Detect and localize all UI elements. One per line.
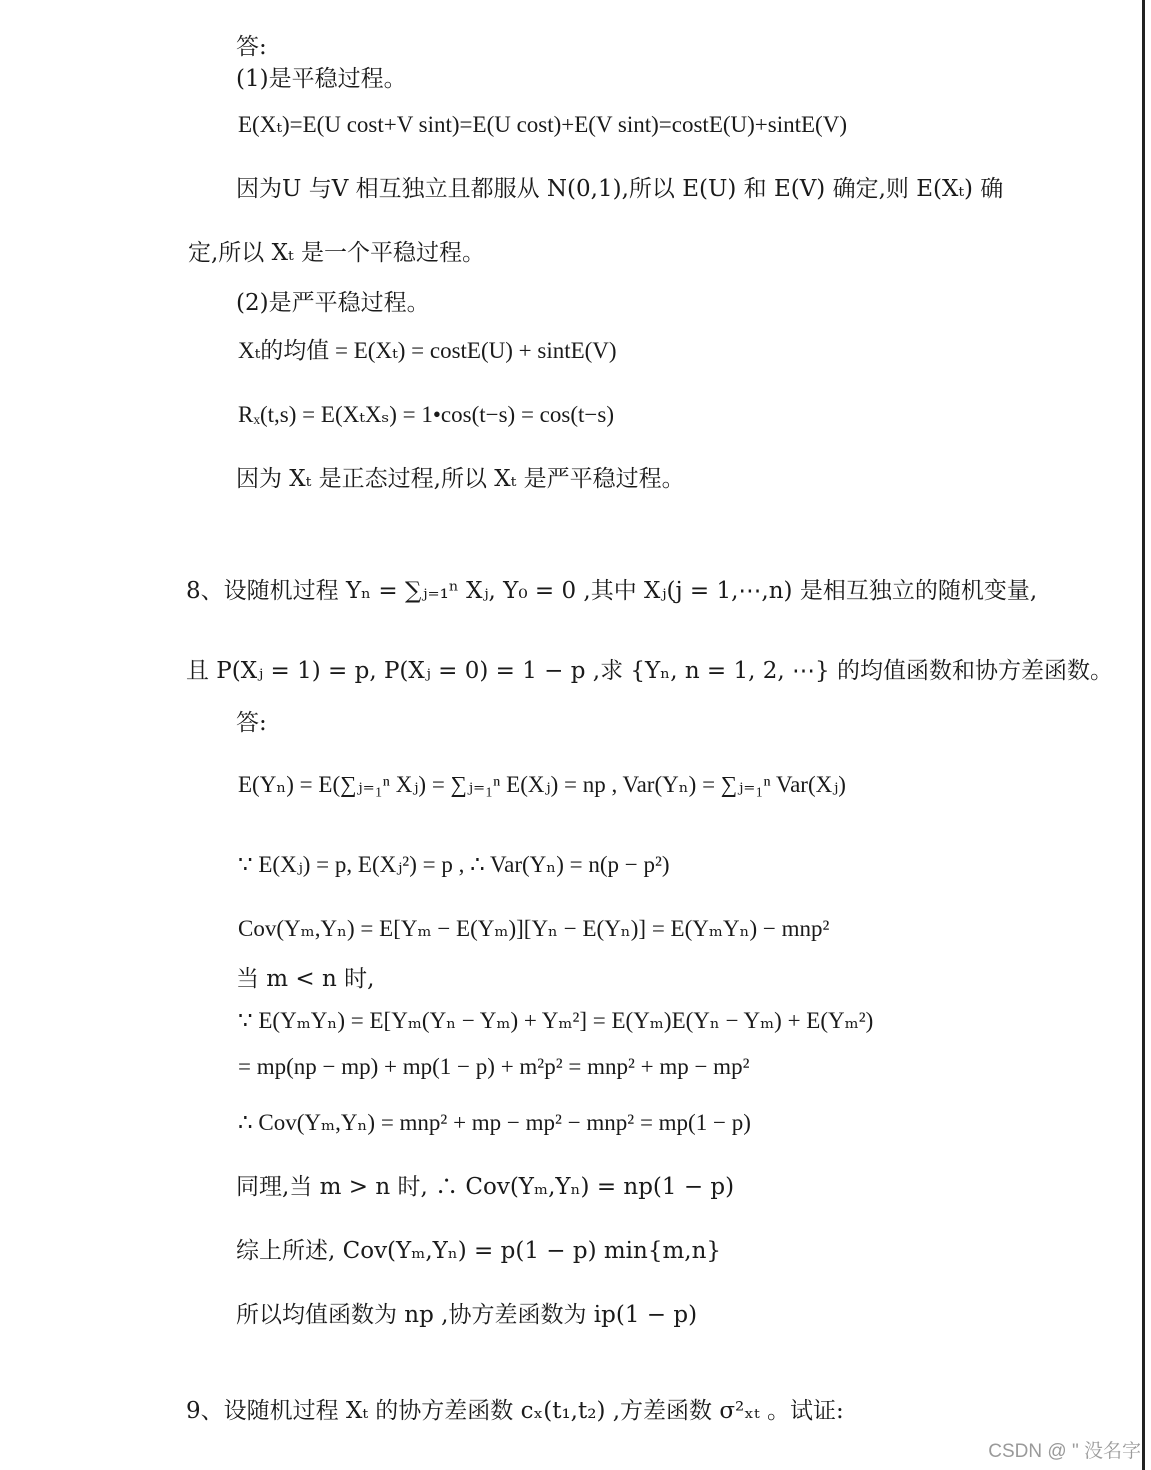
part-2-heading: (2)是严平稳过程。	[236, 290, 430, 316]
equation-expansion: = mp(np − mp) + mp(1 − p) + m²p² = mnp² + mp − mp²	[238, 1054, 750, 1079]
paragraph-final-answer: 所以均值函数为 np ,协方差函数为 ip(1 − p)	[236, 1302, 698, 1328]
answer-label-1: 答:	[236, 34, 267, 60]
equation-mean: Xₜ的均值 = E(Xₜ) = costE(U) + sintE(V)	[238, 338, 617, 363]
answer-label-2: 答:	[236, 710, 267, 736]
equation-e-ymyn: ∵ E(YₘYₙ) = E[Yₘ(Yₙ − Yₘ) + Yₘ²] = E(Yₘ)E(Yₙ − Yₘ) + E(Yₘ²)	[238, 1008, 874, 1033]
paragraph-m-greater-n: 同理,当 m > n 时, ∴ Cov(Yₘ,Yₙ) = np(1 − p)	[236, 1174, 735, 1200]
paragraph-independence: 因为U 与V 相互独立且都服从 N(0,1),所以 E(U) 和 E(V) 确定,则 E(Xₜ) 确	[236, 176, 1004, 202]
equation-mean-variance: E(Yₙ) = E(∑ⱼ₌₁ⁿ Xⱼ) = ∑ⱼ₌₁ⁿ E(Xⱼ) = np , Var(Yₙ) = ∑ⱼ₌₁ⁿ Var(Xⱼ)	[238, 772, 846, 797]
question-9: 9、设随机过程 Xₜ 的协方差函数 cₓ(t₁,t₂) ,方差函数 σ²ₓₜ 。试证:	[186, 1398, 844, 1424]
paragraph-summary: 综上所述, Cov(Yₘ,Yₙ) = p(1 − p) min{m,n}	[236, 1238, 722, 1264]
question-8-line-1: 8、设随机过程 Yₙ = ∑ⱼ₌₁ⁿ Xⱼ, Y₀ = 0 ,其中 Xⱼ(j = 1,⋯,n) 是相互独立的随机变量,	[186, 578, 1038, 604]
equation-var-yn: ∵ E(Xⱼ) = p, E(Xⱼ²) = p , ∴ Var(Yₙ) = n(p − p²)	[238, 852, 670, 877]
page-edge	[1142, 0, 1145, 1470]
equation-cov-result: ∴ Cov(Yₘ,Yₙ) = mnp² + mp − mp² − mnp² = mp(1 − p)	[238, 1110, 751, 1135]
equation-expectation-xt: E(Xₜ)=E(U cost+V sint)=E(U cost)+E(V sint)=costE(U)+sintE(V)	[238, 112, 847, 137]
paragraph-normal-process: 因为 Xₜ 是正态过程,所以 Xₜ 是严平稳过程。	[236, 466, 685, 492]
equation-covariance: Cov(Yₘ,Yₙ) = E[Yₘ − E(Yₘ)][Yₙ − E(Yₙ)] = E(YₘYₙ) − mnp²	[238, 916, 830, 941]
equation-autocorrelation: Rₓ(t,s) = E(XₜXₛ) = 1•cos(t−s) = cos(t−s)	[238, 402, 614, 427]
csdn-watermark: CSDN @ " 没名字	[988, 1441, 1141, 1462]
paragraph-stationary-conclusion: 定,所以 Xₜ 是一个平稳过程。	[188, 240, 485, 266]
case-m-less-n: 当 m < n 时,	[236, 966, 375, 992]
question-8-line-2: 且 P(Xⱼ = 1) = p, P(Xⱼ = 0) = 1 − p ,求 {Yₙ, n = 1, 2, ⋯} 的均值函数和协方差函数。	[186, 658, 1113, 684]
part-1-heading: (1)是平稳过程。	[236, 66, 407, 92]
